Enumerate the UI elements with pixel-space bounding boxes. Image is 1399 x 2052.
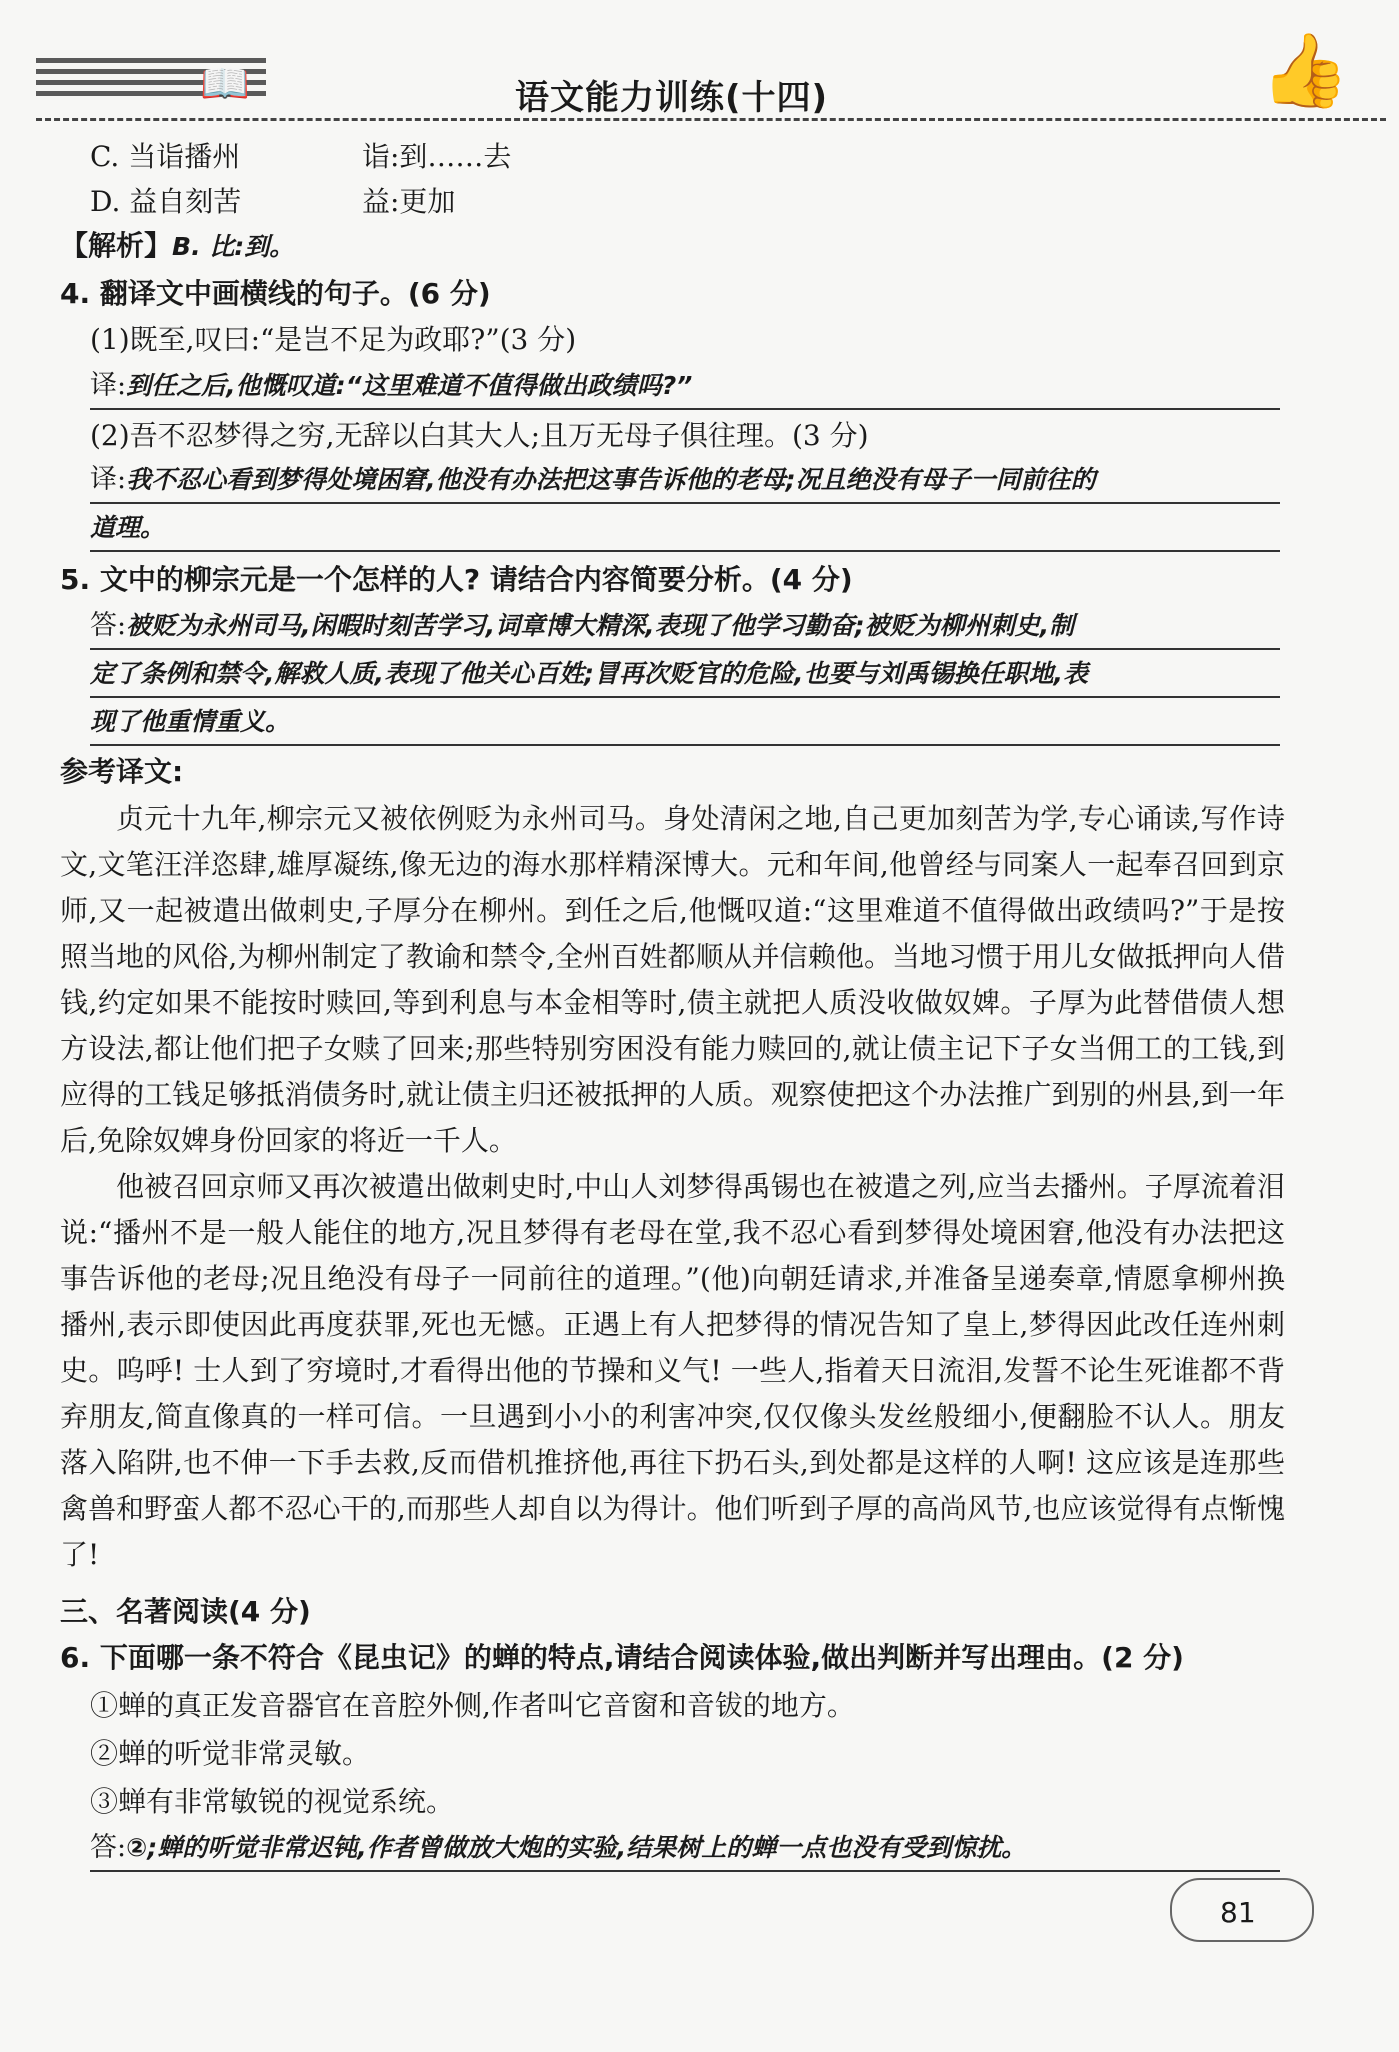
option-c: C. 当诣播州: [90, 140, 241, 173]
ref-paragraph-1: 贞元十九年,柳宗元又被依例贬为永州司马。身处清闲之地,自己更加刻苦为学,专心诵读,写作诗文,文笔汪洋恣肆,雄厚凝练,像无边的海水那样精深博大。元和年间,他曾经与同案人一起奉召回到京师,又一起被遣出做刺史,子厚分在柳州。到任之后,他慨叹道:“这里难道不值得做出政绩吗?”于是按照当地的风俗,为柳州制定了教谕和禁令,全州百姓都顺从并信赖他。当地习惯于用儿女做抵押向人借钱,约定如果不能按时赎回,等到利息与本金相等时,债主就把人质没收做奴婢。子厚为此替借债人想方设法,都让他们把子女赎了回来;那些特别穷困没有能力赎回的,就让债主记下子女当佣工的工钱,到应得的工钱足够抵消债务时,就让债主归还被抵押的人质。观察使把这个办法推广到别的州县,到一年后,免除奴婢身份回家的将近一千人。: [60, 802, 1285, 1157]
header-divider: [36, 118, 1386, 121]
q6-answer: 答:②;蝉的听觉非常迟钝,作者曾做放大炮的实验,结果树上的蝉一点也没有受到惊扰。: [90, 1826, 1280, 1872]
q3-analysis: 【解析】B. 比:到。: [60, 229, 295, 262]
q5-title: 5. 文中的柳宗元是一个怎样的人? 请结合内容简要分析。(4 分): [60, 563, 853, 596]
option-c-gloss: 诣:到……去: [362, 140, 512, 173]
q4-sentence-2: (2)吾不忍梦得之穷,无辞以白其大人;且万无母子俱往理。(3 分): [90, 419, 869, 452]
q6-option-2: ②蝉的听觉非常灵敏。: [90, 1737, 371, 1770]
q4-answer-2-line2: 道理。: [90, 506, 1280, 552]
q6-option-3: ③蝉有非常敏锐的视觉系统。: [90, 1785, 455, 1818]
q4-answer-2-line1: 译:我不忍心看到梦得处境困窘,他没有办法把这事告诉他的老母;况且绝没有母子一同前往的: [90, 458, 1280, 504]
q6-option-1: ①蝉的真正发音器官在音腔外侧,作者叫它音窗和音钹的地方。: [90, 1689, 855, 1722]
q5-answer-line3: 现了他重情重义。: [90, 700, 1280, 746]
page-number: 81: [1220, 1896, 1256, 1929]
q4-sentence-1: (1)既至,叹曰:“是岂不足为政耶?”(3 分): [90, 323, 577, 356]
q5-answer-line1: 答:被贬为永州司马,闲暇时刻苦学习,词章博大精深,表现了他学习勤奋;被贬为柳州刺史,制: [90, 604, 1280, 650]
q4-answer-1: 译:到任之后,他慨叹道:“这里难道不值得做出政绩吗?”: [90, 364, 1280, 410]
ref-heading: 参考译文:: [60, 755, 184, 788]
q4-title: 4. 翻译文中画横线的句子。(6 分): [60, 277, 491, 310]
section-3-title: 三、名著阅读(4 分): [60, 1595, 311, 1628]
page-title: 语文能力训练(十四): [515, 78, 829, 118]
option-d-gloss: 益:更加: [362, 185, 456, 218]
q6-title: 6. 下面哪一条不符合《昆虫记》的蝉的特点,请结合阅读体验,做出判断并写出理由。(2 分): [60, 1641, 1184, 1674]
option-d: D. 益自刻苦: [90, 185, 242, 218]
thumbs-up-icon: 👍: [1260, 28, 1350, 112]
ref-translation: [60, 796, 1285, 1578]
ref-paragraph-2: 他被召回京师又再次被遣出做刺史时,中山人刘梦得禹锡也在被遣之列,应当去播州。子厚流着泪说:“播州不是一般人能住的地方,况且梦得有老母在堂,我不忍心看到梦得处境困窘,他没有办法把这事告诉他的老母;况且绝没有母子一同前往的道理。”(他)向朝廷请求,并准备呈递奏章,情愿拿柳州换播州,表示即使因此再度获罪,死也无憾。正遇上有人把梦得的情况告知了皇上,梦得因此改任连州刺史。呜呼! 士人到了穷境时,才看得出他的节操和义气! 一些人,指着天日流泪,发誓不论生死谁都不背弃朋友,简直像真的一样可信。一旦遇到小小的利害冲突,仅仅像头发丝般细小,便翻脸不认人。朋友落入陷阱,也不伸一下手去救,反而借机推挤他,再往下扔石头,到处都是这样的人啊! 这应该是连那些禽兽和野蛮人都不忍心干的,而那些人却自以为得计。他们听到子厚的高尚风节,也应该觉得有点惭愧了!: [60, 1170, 1285, 1571]
book-icon: 📖: [200, 61, 250, 107]
q5-answer-line2: 定了条例和禁令,解救人质,表现了他关心百姓;冒再次贬官的危险,也要与刘禹锡换任职地,表: [90, 652, 1280, 698]
